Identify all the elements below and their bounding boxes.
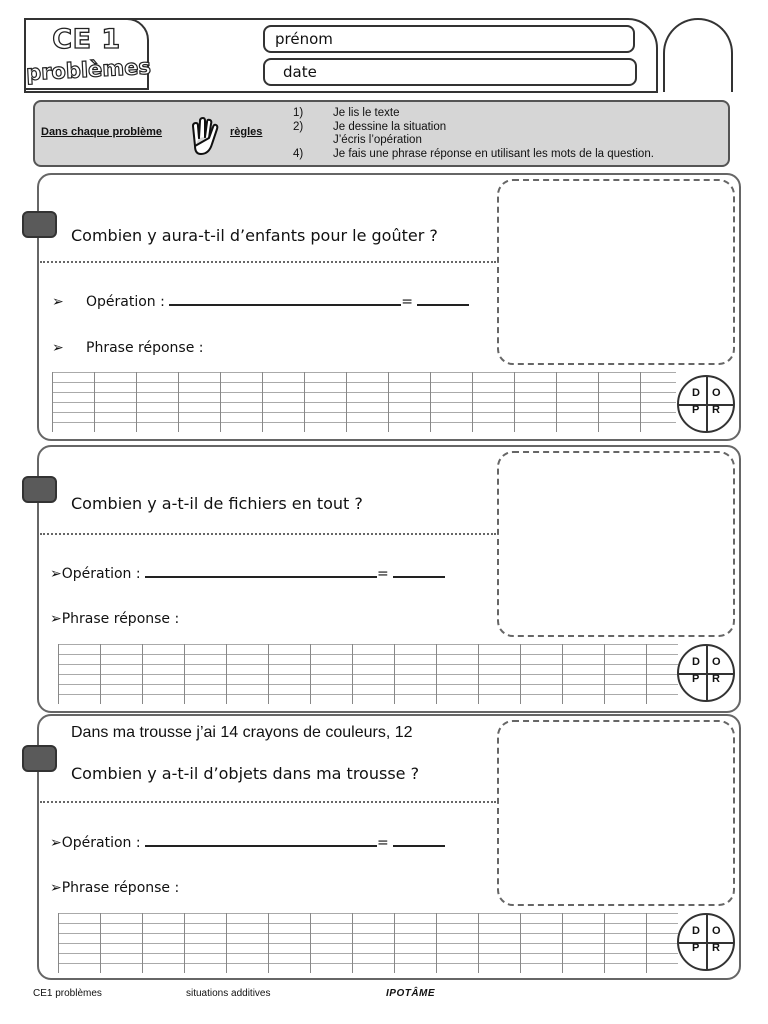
problem-question-2: Combien y a-t-il de fichiers en tout ? xyxy=(71,494,363,513)
dopr-d: D xyxy=(692,925,700,937)
dopr-o: O xyxy=(712,387,721,399)
rules-list xyxy=(293,107,654,161)
answer-row-3 xyxy=(50,880,179,896)
name-field[interactable] xyxy=(263,25,635,53)
rules-left-label: Dans chaque problème xyxy=(41,126,163,138)
operation-label: Opération : xyxy=(86,294,165,310)
rule-item: J’écris l’opération xyxy=(333,134,422,146)
bullet-icon: ➢ xyxy=(52,294,64,310)
answer-label: Phrase réponse : xyxy=(61,880,180,896)
bullet-icon: ➢ xyxy=(50,566,62,582)
rules-banner xyxy=(33,100,730,167)
answer-label: Phrase réponse : xyxy=(86,340,204,356)
answer-row-1 xyxy=(52,340,203,356)
equals-sign: = xyxy=(401,294,414,310)
problem-question-1: Combien y aura-t-il d’enfants pour le goûter ? xyxy=(71,226,438,245)
dopr-p: P xyxy=(692,404,700,416)
dopr-r: R xyxy=(712,673,720,685)
operation-row-1 xyxy=(52,290,469,310)
dopr-d: D xyxy=(692,656,700,668)
rule-item: 4) Je fais une phrase réponse en utilisant les mots de la question. xyxy=(293,147,654,160)
dopr-p: P xyxy=(692,673,700,685)
rule-item: 2) Je dessine la situation xyxy=(293,120,447,133)
answer-row-2 xyxy=(50,611,179,627)
name-field-label: prénom xyxy=(275,30,333,48)
result-blank[interactable] xyxy=(417,290,469,306)
operation-blank[interactable] xyxy=(169,290,401,306)
dopr-r: R xyxy=(712,404,720,416)
writing-lines-2[interactable] xyxy=(58,644,678,704)
operation-row-2 xyxy=(50,562,445,582)
score-circle xyxy=(663,18,733,92)
dopr-r: R xyxy=(712,942,720,954)
hand-four-fingers-icon xyxy=(187,116,223,158)
separator-3 xyxy=(40,801,496,803)
drawing-box-3[interactable] xyxy=(497,720,735,906)
separator-1 xyxy=(40,261,496,263)
problem-marker-1 xyxy=(22,211,57,238)
bullet-icon: ➢ xyxy=(50,880,62,896)
date-field-label: date xyxy=(283,63,317,81)
problem-marker-2 xyxy=(22,476,57,503)
result-blank[interactable] xyxy=(393,562,445,578)
drawing-box-1[interactable] xyxy=(497,179,735,365)
dopr-d: D xyxy=(692,387,700,399)
drawing-box-2[interactable] xyxy=(497,451,735,637)
date-field[interactable] xyxy=(263,58,637,86)
dopr-o: O xyxy=(712,925,721,937)
equals-sign: = xyxy=(377,835,389,851)
operation-row-3 xyxy=(50,831,445,851)
rules-right-label: règles xyxy=(230,126,263,138)
result-blank[interactable] xyxy=(393,831,445,847)
title-subject: problèmes xyxy=(25,54,152,86)
writing-lines-1[interactable] xyxy=(52,372,676,432)
operation-blank[interactable] xyxy=(145,562,377,578)
writing-lines-3[interactable] xyxy=(58,913,678,973)
operation-label: Opération : xyxy=(61,835,141,851)
title-box xyxy=(24,18,152,90)
bullet-icon: ➢ xyxy=(50,611,62,627)
bullet-icon: ➢ xyxy=(52,340,64,356)
equals-sign: = xyxy=(377,566,389,582)
problem-marker-3 xyxy=(22,745,57,772)
footer-brand-logo: IPOTÂME xyxy=(386,988,436,999)
operation-label: Opération : xyxy=(61,566,141,582)
operation-blank[interactable] xyxy=(145,831,377,847)
dopr-circle-1 xyxy=(677,375,735,433)
footer-middle: situations additives xyxy=(186,988,271,999)
answer-label: Phrase réponse : xyxy=(61,611,180,627)
dopr-circle-3 xyxy=(677,913,735,971)
problem-statement-3: Dans ma trousse j’ai 14 crayons de couleurs, 12 xyxy=(71,724,413,741)
dopr-circle-2 xyxy=(677,644,735,702)
bullet-icon: ➢ xyxy=(50,835,62,851)
problem-question-3: Combien y a-t-il d’objets dans ma trousse ? xyxy=(71,764,420,783)
title-level: CE 1 xyxy=(52,24,121,55)
rule-item: 1) Je lis le texte xyxy=(293,107,400,119)
dopr-p: P xyxy=(692,942,700,954)
footer-left: CE1 problèmes xyxy=(33,988,102,999)
dopr-o: O xyxy=(712,656,721,668)
separator-2 xyxy=(40,533,496,535)
